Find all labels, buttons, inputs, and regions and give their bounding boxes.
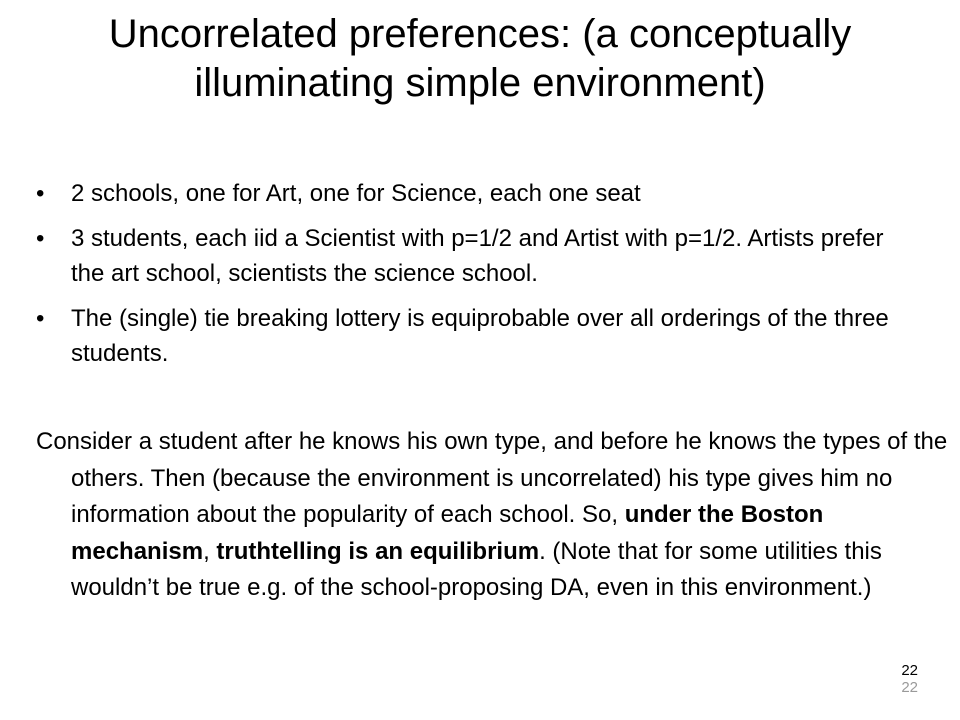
paragraph-bold-text: under the Boston mechanism bbox=[71, 501, 824, 565]
bullet-text: 3 students, each iid a Scientist with p=1/2 and Artist with p=1/2. Artists prefer the art school, scientists the science school. bbox=[71, 225, 884, 287]
body-paragraph bbox=[36, 424, 951, 607]
paragraph-text: . (Note that for some utilities this wouldn’t be true e.g. of the school-proposing DA, even in this environment.) bbox=[71, 537, 882, 601]
bullet-dot-icon: • bbox=[36, 225, 45, 252]
bullet-dot-icon: • bbox=[36, 305, 45, 332]
paragraph-text: Consider a student after he knows his own type, and before he knows the types of the others. Then (because the environment is uncorrelated) his type gives him no information about the popularity of each school. So, bbox=[36, 428, 948, 528]
page-number-footer: 22 bbox=[901, 679, 918, 696]
slide-title: Uncorrelated preferences: (a conceptually illuminating simple environment) bbox=[108, 12, 852, 105]
bullet-text: 2 schools, one for Art, one for Science, each one seat bbox=[71, 180, 641, 207]
bullet-item bbox=[36, 176, 916, 211]
bullet-list bbox=[36, 176, 916, 381]
bullet-item bbox=[36, 221, 916, 291]
page-number: 22 bbox=[901, 662, 918, 679]
bullet-item bbox=[36, 301, 916, 371]
bullet-text: The (single) tie breaking lottery is equiprobable over all orderings of the three students. bbox=[71, 305, 889, 367]
bullet-dot-icon: • bbox=[36, 180, 45, 207]
paragraph-text: , bbox=[203, 537, 217, 565]
paragraph-bold-text: truthtelling is an equilibrium bbox=[216, 537, 540, 565]
